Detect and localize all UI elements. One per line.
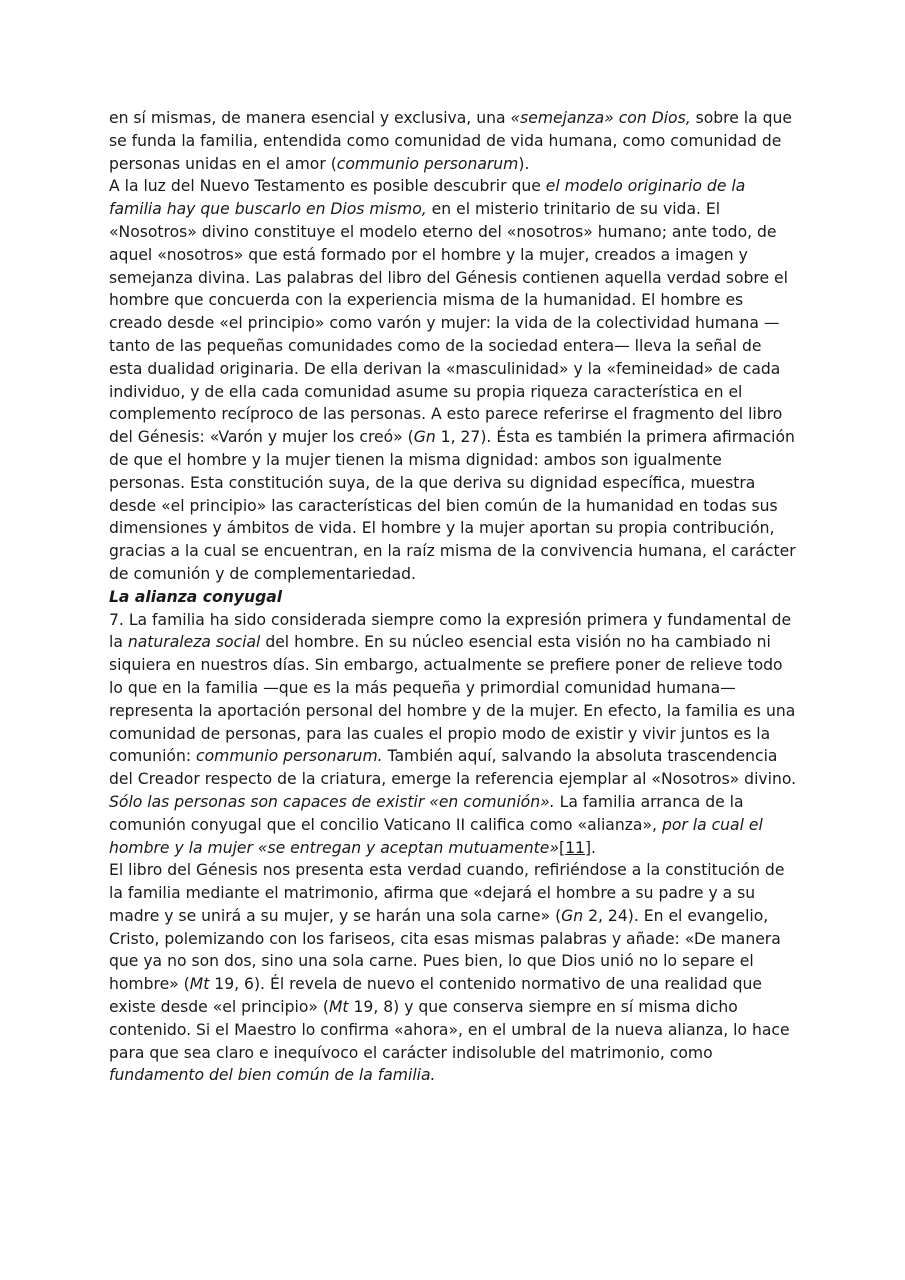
italic-text: fundamento del bien común de la familia. xyxy=(109,1066,436,1085)
italic-text: communio personarum xyxy=(336,154,519,173)
italic-text: el modelo originario de la familia hay que buscarlo en Dios mismo, xyxy=(109,177,746,219)
text: La familia arranca de la comunión conyugal que el concilio Vaticano II califica como «alianza», xyxy=(109,792,744,834)
text: en el misterio trinitario de su vida. El «Nosotros» divino constituye el modelo eterno del «nosotros» humano; ante todo, de aquel «nosotros» que está formado por el hombre y la mujer, creados a imagen y semejanza divina. Las palabras del libro del Génesis contienen aquella verdad sobre el hombre que concuerda con la experiencia misma de la humanidad. El hombre es creado desde «el principio» como varón y mujer: la vida de la colectividad humana —tanto de las pequeñas comunidades como de la sociedad entera— lleva la señal de esta dualidad originaria. De ella derivan la «masculinidad» y la «femineidad» de cada individuo, y de ella cada comunidad asume su propia riqueza característica en el complemento recíproco de las personas. A esto parece referirse el fragmento del libro del Génesis: «Varón y mujer los creó» ( xyxy=(109,200,788,447)
text: del hombre. En su núcleo esencial esta visión no ha cambiado ni siquiera en nuestros días. Sin embargo, actualmente se prefiere poner de relieve todo lo que en la familia —que es la más pequeña y primordial comunidad humana— representa la aportación personal del hombre y de la mujer. En efecto, la familia es una comunidad de personas, para las cuales el propio modo de existir y vivir juntos es la comunión: xyxy=(109,633,796,766)
text: A la luz del Nuevo Testamento es posible descubrir que xyxy=(109,177,546,196)
italic-text: Sólo las personas son capaces de existir «en comunión». xyxy=(109,792,555,811)
text: 7. La familia ha sido considerada siempre como la expresión primera y fundamental de la xyxy=(109,610,792,652)
section-heading: La alianza conyugal xyxy=(109,587,283,606)
text: sobre la que se funda la familia, entendida como comunidad de vida humana, como comunidad de personas unidas en el amor ( xyxy=(109,109,793,173)
italic-text: «semejanza» con Dios, xyxy=(510,109,691,127)
text: También aquí, salvando la absoluta trascendencia del Creador respecto de la criatura, emerge la referencia ejemplar al «Nosotros» divino. xyxy=(109,747,797,789)
text: ). xyxy=(518,154,530,173)
paragraph-4 xyxy=(109,859,799,1087)
text: . xyxy=(591,838,596,857)
text: 1, 27). Ésta es también la primera afirmación de que el hombre y la mujer tienen la misma dignidad: ambos son igualmente personas. Esta constitución suya, de la que deriva su dignidad específica, muestra desde «el principio» las características del bien común de la humanidad en todas sus dimensiones y ámbitos de vida. El hombre y la mujer aportan su propia contribución, gracias a la cual se encuentran, en la raíz misma de la convivencia humana, el carácter de comunión y de complementariedad. xyxy=(109,428,796,583)
text: en sí mismas, de manera esencial y exclusiva, una xyxy=(109,109,511,127)
text: 19, 6). Él revela de nuevo el contenido normativo de una realidad que existe desde «el principio» ( xyxy=(109,975,762,1017)
italic-text: Mt xyxy=(189,975,210,994)
italic-text: Gn xyxy=(413,428,436,447)
text: 19, 8) y que conserva siempre en sí misma dicho contenido. Si el Maestro lo confirma «ahora», en el umbral de la nueva alianza, lo hace para que sea claro e inequívoco el carácter indisoluble del matrimonio, como xyxy=(109,998,790,1062)
text: 2, 24). En el evangelio, Cristo, polemizando con los fariseos, cita esas mismas palabras y añade: «De manera que ya no son dos, sino una sola carne. Pues bien, lo que Dios unió no lo separe el hombre» ( xyxy=(109,906,781,994)
paragraph-3 xyxy=(109,609,799,860)
paragraph-2 xyxy=(109,175,799,585)
text: El libro del Génesis nos presenta esta verdad cuando, refiriéndose a la constitución de la familia mediante el matrimonio, afirma que «dejará el hombre a su padre y a su madre y se unirá a su mujer, y se harán una sola carne» ( xyxy=(109,861,785,925)
italic-text: Gn xyxy=(561,906,584,925)
italic-text: por la cual el hombre y la mujer «se entregan y aceptan mutuamente» xyxy=(109,815,763,857)
footnote-link[interactable]: [11] xyxy=(559,838,592,857)
document-page xyxy=(109,107,799,1087)
paragraph-1 xyxy=(109,107,799,175)
italic-text: Mt xyxy=(328,998,349,1017)
italic-text: naturaleza social xyxy=(127,633,261,652)
italic-text: communio personarum. xyxy=(196,747,383,766)
